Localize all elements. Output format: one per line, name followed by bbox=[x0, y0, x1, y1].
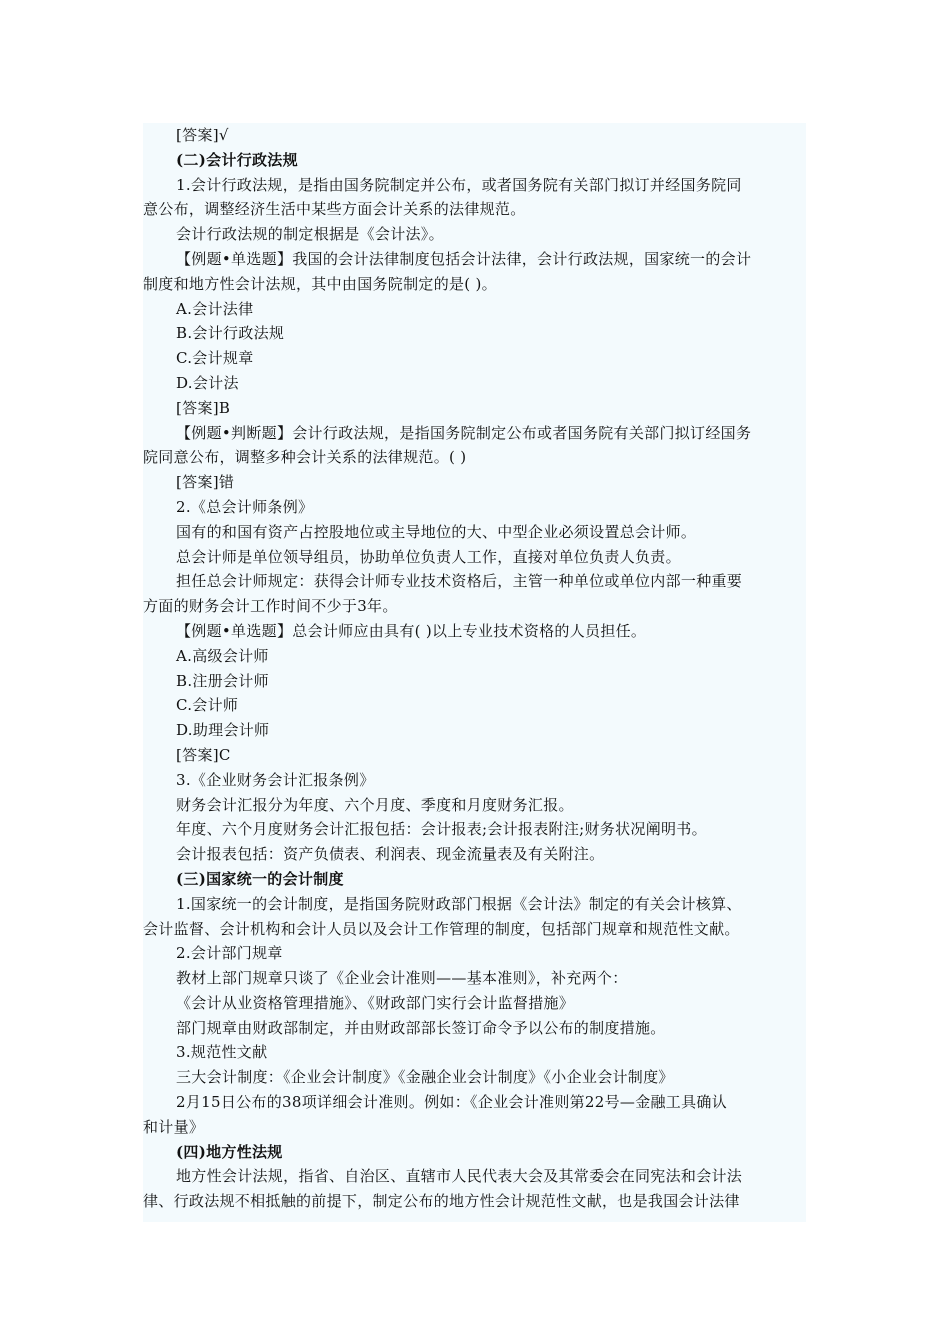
text-line: 部门规章由财政部制定，并由财政部部长签订命令予以公布的制度措施。 bbox=[176, 1018, 666, 1037]
text-line: A.高级会计师 bbox=[176, 646, 269, 665]
text-line: 【例题•单选题】我国的会计法律制度包括会计法律，会计行政法规，国家统一的会计 bbox=[176, 249, 752, 268]
section-heading: (二)会计行政法规 bbox=[176, 150, 298, 169]
text-line: 意公布，调整经济生活中某些方面会计关系的法律规范。 bbox=[143, 200, 526, 219]
text-line: [答案]√ bbox=[176, 126, 229, 144]
text-line: 制度和地方性会计法规，其中由国务院制定的是( )。 bbox=[143, 274, 497, 293]
document-body bbox=[143, 123, 806, 1222]
text-line: A.会计法律 bbox=[176, 299, 254, 318]
text-line: 2月15日公布的38项详细会计准则。例如：《企业会计准则第22号—金融工具确认 bbox=[176, 1093, 728, 1112]
text-line: 教材上部门规章只谈了《企业会计准则——基本准则》，补充两个： bbox=[176, 969, 628, 988]
text-line: 【例题•判断题】会计行政法规，是指国务院制定公布或者国务院有关部门拟订经国务 bbox=[176, 423, 752, 442]
text-line: 国有的和国有资产占控股地位或主导地位的大、中型企业必须设置总会计师。 bbox=[176, 522, 697, 541]
text-line: 财务会计汇报分为年度、六个月度、季度和月度财务汇报。 bbox=[176, 795, 574, 814]
text-line: [答案]B bbox=[176, 398, 231, 417]
text-line: 方面的财务会计工作时间不少于3年。 bbox=[143, 597, 398, 616]
section-heading: (四)地方性法规 bbox=[176, 1142, 283, 1161]
text-line: C.会计规章 bbox=[176, 349, 254, 368]
text-line: 2.《总会计师条例》 bbox=[176, 497, 314, 516]
text-line: B.注册会计师 bbox=[176, 671, 269, 690]
text-line: 会计行政法规的制定根据是《会计法》。 bbox=[176, 225, 444, 244]
text-line: 总会计师是单位领导组员，协助单位负责人工作，直接对单位负责人负责。 bbox=[176, 547, 681, 566]
text-line: B.会计行政法规 bbox=[176, 324, 285, 343]
text-line: 1.国家统一的会计制度，是指国务院财政部门根据《会计法》制定的有关会计核算、 bbox=[176, 894, 742, 913]
text-line: 3.规范性文献 bbox=[176, 1043, 268, 1062]
text-line: 3.《企业财务会计汇报条例》 bbox=[176, 770, 375, 789]
text-line: 担任总会计师规定：获得会计师专业技术资格后，主管一种单位或单位内部一种重要 bbox=[176, 572, 743, 591]
text-line: 【例题•单选题】总会计师应由具有( )以上专业技术资格的人员担任。 bbox=[176, 621, 647, 640]
text-line: [答案]C bbox=[176, 745, 231, 764]
text-line: 会计报表包括：资产负债表、利润表、现金流量表及有关附注。 bbox=[176, 845, 605, 864]
text-line: D.助理会计师 bbox=[176, 721, 270, 740]
text-line: 三大会计制度：《企业会计制度》《金融企业会计制度》《小企业会计制度》 bbox=[176, 1068, 674, 1087]
text-line: 和计量》 bbox=[143, 1117, 205, 1136]
text-line: 年度、六个月度财务会计汇报包括：会计报表;会计报表附注;财务状况阐明书。 bbox=[176, 820, 707, 839]
text-line: 律、行政法规不相抵触的前提下，制定公布的地方性会计规范性文献，也是我国会计法律 bbox=[143, 1192, 740, 1211]
text-line: 地方性会计法规，指省、自治区、直辖市人民代表大会及其常委会在同宪法和会计法 bbox=[176, 1167, 743, 1186]
text-line: 1.会计行政法规，是指由国务院制定并公布，或者国务院有关部门拟订并经国务院同 bbox=[176, 175, 742, 194]
text-line: 2.会计部门规章 bbox=[176, 944, 283, 963]
text-line: [答案]错 bbox=[176, 473, 235, 492]
text-line: 会计监督、会计机构和会计人员以及会计工作管理的制度，包括部门规章和规范性文献。 bbox=[143, 919, 740, 938]
text-line: 《会计从业资格管理措施》、《财政部门实行会计监督措施》 bbox=[176, 993, 575, 1012]
text-line: C.会计师 bbox=[176, 696, 239, 715]
text-line: 院同意公布，调整多种会计关系的法律规范。( ) bbox=[143, 448, 467, 467]
text-line: D.会计法 bbox=[176, 373, 239, 392]
section-heading: (三)国家统一的会计制度 bbox=[176, 869, 344, 888]
